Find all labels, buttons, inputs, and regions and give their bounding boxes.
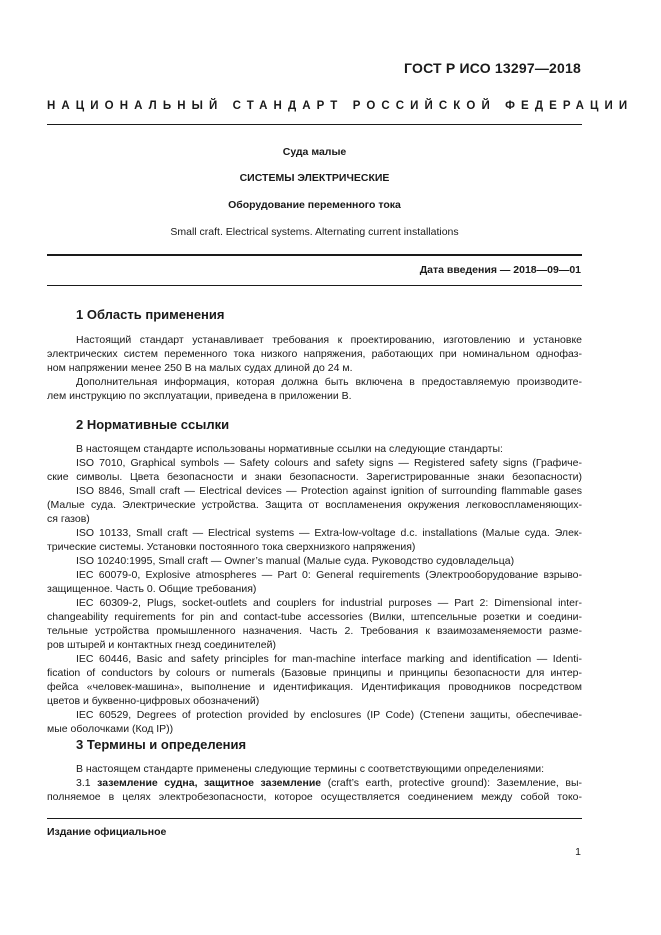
edition-label: Издание официальное [47, 826, 167, 838]
section-2-line: ров штырей и контактных гнезд соединителей) [47, 639, 276, 651]
section-2-line: фейса «человек-машина», выполнение и идентификация. Идентификация проводников посредством [47, 681, 582, 693]
section-2-line: В настоящем стандарте использованы нормативные ссылки на следующие стандарты: [76, 443, 503, 455]
section-2-line: ские символы. Цвета безопасности и знаки безопасности. Зарегистрированные знаки безопасности) [47, 471, 582, 483]
section-2-line: ISO 8846, Small craft — Electrical devices — Protection against ignition of surrounding flammable gases [76, 485, 582, 497]
section-2-line: IEC 60309-2, Plugs, socket-outlets and couplers for industrial purposes — Part 2: Dimensional inter- [76, 597, 582, 609]
section-2-line: fication of conductors by colours or numerals (Базовые принципы и принципы безопасности для интер- [47, 667, 582, 679]
section-2-line: IEC 60529, Degrees of protection provided by enclosures (IP Code) (Степени защиты, обеспечивае- [76, 709, 582, 721]
section-2-line: защищенное. Часть 0. Общие требования) [47, 583, 257, 595]
doc-title-line-3: Оборудование переменного тока [228, 199, 401, 211]
section-2-line: changeability requirements for pin and contact-tube accessories (Вилки, штепсельные розетки и соедини- [47, 611, 582, 623]
section-2-line: ISO 7010, Graphical symbols — Safety colours and safety signs — Registered safety signs (Графиче- [76, 457, 582, 469]
section-2-line: ISO 10133, Small craft — Electrical systems — Extra-low-voltage d.c. installations (Малые суда. Элек- [76, 527, 582, 539]
section-2-line: тельные устройства промышленного назначения. Часть 2. Требования к взаимозаменяемости разме- [47, 625, 582, 637]
section-1-line: лем инструкцию по эксплуатации, приведена в приложении В. [47, 390, 352, 402]
section-3-line: В настоящем стандарте применены следующие термины с соответствующими определениями: [76, 763, 545, 775]
page-number: 1 [575, 846, 581, 858]
doc-title-line-2: СИСТЕМЫ ЭЛЕКТРИЧЕСКИЕ [239, 172, 390, 184]
term-rest: (craft’s earth, protective ground): Заземление, вы- [327, 777, 582, 789]
section-2-line: мые оболочками (Код IP)) [47, 723, 174, 735]
divider-date [47, 285, 582, 286]
term-definition-line [76, 776, 582, 790]
section-2-line: (Малые суда. Электрические устройства. Защита от воспламенения окружения легковоспламеняющих- [47, 499, 582, 511]
term-number: 3.1 [76, 777, 91, 789]
standard-id: ГОСТ Р ИСО 13297—2018 [404, 60, 581, 76]
divider-title [47, 254, 582, 256]
section-1-heading: 1 Область применения [76, 307, 225, 322]
doc-title-english: Small craft. Electrical systems. Alternating current installations [170, 226, 459, 238]
divider-footer [47, 818, 582, 819]
section-2-heading: 2 Нормативные ссылки [76, 417, 230, 432]
national-standard-title: НАЦИОНАЛЬНЫЙ СТАНДАРТ РОССИЙСКОЙ ФЕДЕРАЦИИ [47, 100, 634, 112]
section-1-line: ном напряжении менее 250 В на малых судах длиной до 24 м. [47, 362, 353, 374]
section-2-line: ISO 10240:1995, Small craft — Owner’s manual (Малые суда. Руководство судовладельца) [76, 555, 515, 567]
section-2-line: цветов и буквенно-цифровых обозначений) [47, 695, 260, 707]
section-2-line: IEC 60079-0, Explosive atmospheres — Part 0: General requirements (Электрооборудование взрыво- [76, 569, 582, 581]
section-1-line: Дополнительная информация, которая должна быть включена в предоставляемую производите- [76, 376, 582, 388]
section-2-line: ся газов) [47, 513, 90, 525]
term-bold: заземление судна, защитное заземление [97, 777, 322, 789]
section-1-line: Настоящий стандарт устанавливает требования к проектированию, изготовлению и установке [76, 334, 582, 346]
divider-top [47, 124, 582, 125]
section-1-line: электрических систем переменного тока низкого напряжения, работающих при номинальном однофаз- [47, 348, 582, 360]
section-2-line: трические системы. Установки постоянного тока сверхнизкого напряжения) [47, 541, 416, 553]
section-3-line: полняемое в целях электробезопасности, которое осуществляется соединением между собой токо- [47, 791, 582, 803]
section-2-line: IEC 60446, Basic and safety principles for man-machine interface marking and identification — Identi- [76, 653, 582, 665]
section-3-heading: 3 Термины и определения [76, 737, 247, 752]
introduction-date: Дата введения — 2018—09—01 [419, 264, 581, 276]
doc-title-line-1: Суда малые [282, 146, 347, 158]
